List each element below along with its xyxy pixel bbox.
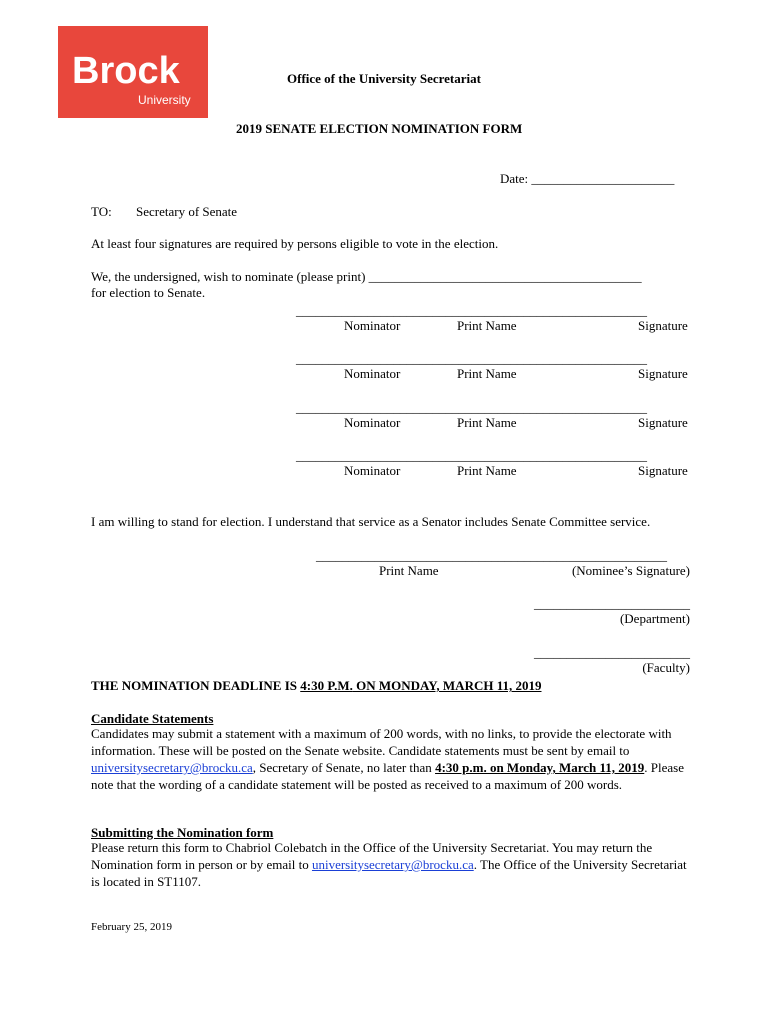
nominator-3-blank[interactable]: ______________________________________________________ xyxy=(296,400,647,415)
logo-subtitle: University xyxy=(138,93,191,107)
footer-date: February 25, 2019 xyxy=(91,921,172,933)
nominator-1-print-name: Print Name xyxy=(457,318,517,333)
submitting-heading: Submitting the Nomination form xyxy=(91,825,274,840)
candidate-statements-heading: Candidate Statements xyxy=(91,711,214,726)
form-title: 2019 SENATE ELECTION NOMINATION FORM xyxy=(236,121,523,136)
nominator-3-signature: Signature xyxy=(638,415,688,430)
deadline-suffix: ON MONDAY, MARCH 11, 2019 xyxy=(352,678,542,693)
logo-wordmark: Brock xyxy=(72,50,180,92)
date-field[interactable]: Date: ______________________ xyxy=(500,171,675,186)
submitting-text-1: Please return this form to Chabriol Colebatch in the Office of the University Secretariat. You may return the Nomination form in person or by email to xyxy=(91,840,653,872)
nominator-2-blank[interactable]: ______________________________________________________ xyxy=(296,351,647,366)
statements-text-1: Candidates may submit a statement with a maximum of 200 words, with no links, to provide the electorate with information. These will be posted on the Senate website. Candidate statements must be sent by email to xyxy=(91,726,672,758)
willing-statement: I am willing to stand for election. I understand that service as a Senator includes Senate Committee service. xyxy=(91,514,651,529)
nominator-1-blank[interactable]: ______________________________________________________ xyxy=(296,303,647,318)
statements-text-3: . Please note that the wording of a candidate statement will be posted as received to a maximum of 200 words. xyxy=(91,760,684,792)
nominator-4-signature: Signature xyxy=(638,463,688,478)
statements-deadline: 4:30 p.m. on Monday, March 11, 2019 xyxy=(435,760,645,775)
nominator-1-label: Nominator xyxy=(344,318,401,333)
nominee-blank[interactable]: ______________________________________________________ xyxy=(316,548,667,563)
submitting-email-link[interactable]: universitysecretary@brocku.ca xyxy=(311,857,474,872)
signatures-note: At least four signatures are required by persons eligible to vote in the election. xyxy=(91,236,499,251)
department-blank[interactable]: ________________________ xyxy=(534,596,690,611)
nominate-line[interactable]: We, the undersigned, wish to nominate (please print) __________________________________________ xyxy=(91,269,642,284)
nominator-1-signature: Signature xyxy=(638,318,688,333)
faculty-label: (Faculty) xyxy=(642,660,690,675)
office-heading: Office of the University Secretariat xyxy=(287,71,481,86)
nominee-signature-label: (Nominee’s Signature) xyxy=(571,563,690,578)
nomination-deadline xyxy=(91,679,542,692)
submitting-text xyxy=(91,839,691,890)
nominate-line-2: for election to Senate. xyxy=(91,285,206,300)
nominator-2-print-name: Print Name xyxy=(457,366,517,381)
nominee-print-name: Print Name xyxy=(379,563,439,578)
deadline-time: 4:30 P.M. xyxy=(300,678,353,693)
nominator-2-label: Nominator xyxy=(344,366,401,381)
faculty-blank[interactable]: ________________________ xyxy=(534,645,690,660)
statements-text-2: , Secretary of Senate, no later than xyxy=(252,760,436,775)
brock-logo xyxy=(58,26,208,118)
nominator-4-print-name: Print Name xyxy=(457,463,517,478)
statements-email-link[interactable]: universitysecretary@brocku.ca xyxy=(91,760,253,775)
nominator-3-print-name: Print Name xyxy=(457,415,517,430)
deadline-prefix: THE NOMINATION DEADLINE IS xyxy=(91,678,301,693)
nominator-4-blank[interactable]: ______________________________________________________ xyxy=(296,448,647,463)
candidate-statements-text xyxy=(91,725,691,793)
to-value: Secretary of Senate xyxy=(136,204,238,219)
nominator-3-label: Nominator xyxy=(344,415,401,430)
nominator-2-signature: Signature xyxy=(638,366,688,381)
brock-logo-graphic xyxy=(58,26,208,118)
department-label: (Department) xyxy=(619,611,690,626)
nominator-4-label: Nominator xyxy=(344,463,401,478)
to-label: TO: xyxy=(91,204,112,219)
submitting-text-2: . The Office of the University Secretariat is located in ST1107. xyxy=(91,857,687,889)
